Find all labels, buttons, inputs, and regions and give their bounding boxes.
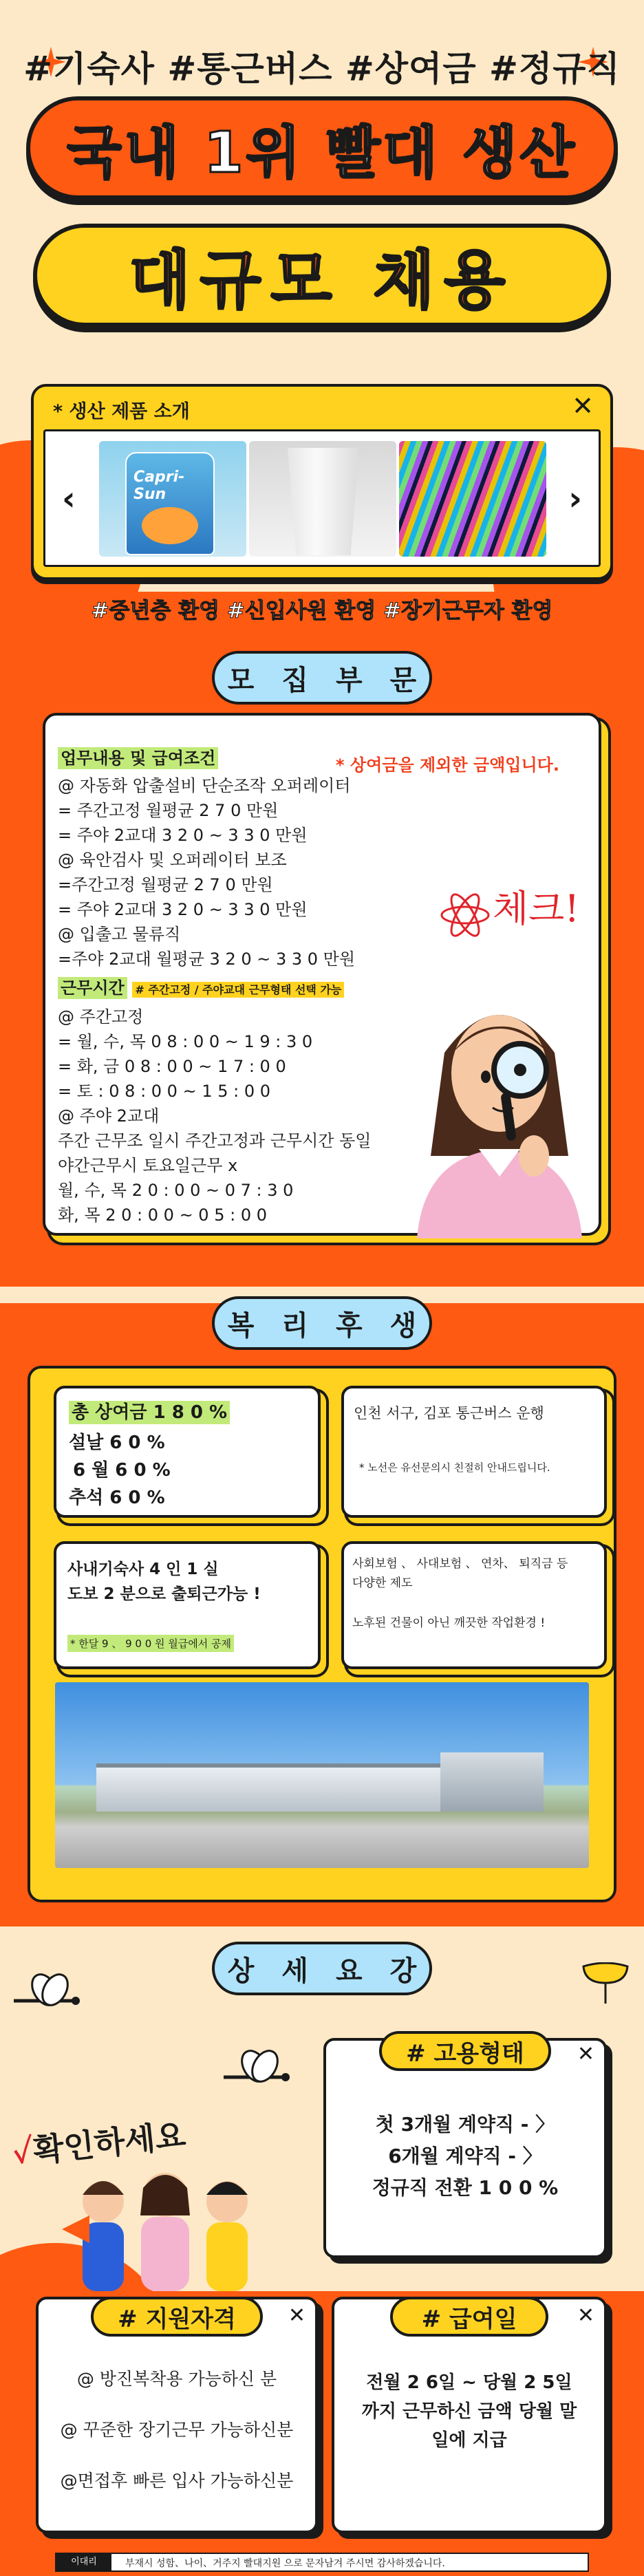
- employment-line: 첫 3개월 계약직 - 〉: [375, 2113, 555, 2136]
- environment-text: 노후된 건물이 아닌 깨끗한 작업환경 !: [352, 1616, 546, 1630]
- time-line: @ 주간고정: [58, 1007, 144, 1027]
- juice-pouch-image: [125, 452, 215, 555]
- product-photo-juice-pouch: [99, 441, 246, 557]
- time-line: 화, 목 2 0 : 0 0 ~ 0 5 : 0 0: [58, 1205, 267, 1225]
- factory-photo: [55, 1682, 589, 1868]
- job-line: =주간고정 월평균 2 7 0 만원: [58, 875, 273, 894]
- ginkgo-leaf-icon: [578, 1962, 633, 2010]
- bonus-line: 설날 6 0 %: [69, 1432, 165, 1453]
- bonus-card: [54, 1386, 321, 1518]
- time-header: 근무시간: [58, 977, 127, 999]
- job-line: @ 육안검사 및 오퍼레이터 보조: [58, 850, 287, 870]
- chevron-left-icon[interactable]: ‹: [62, 480, 76, 518]
- bus-card: [341, 1386, 607, 1518]
- headline-banner: [26, 96, 618, 200]
- employment-line: 정규직 전환 1 0 0 %: [372, 2176, 559, 2199]
- hero-section: [0, 0, 644, 640]
- time-line: = 월, 수, 목 0 8 : 0 0 ~ 1 9 : 3 0: [58, 1032, 313, 1051]
- close-icon[interactable]: ✕: [577, 2042, 594, 2066]
- bonus-line: 추석 6 0 %: [69, 1488, 165, 1508]
- dorm-title: 사내기숙사 4 인 1 실: [67, 1560, 219, 1578]
- dorm-card: [54, 1541, 321, 1669]
- contact-footer: [55, 2553, 589, 2572]
- insurance-card: [341, 1541, 607, 1669]
- qualification-title: # 지원자격: [91, 2297, 263, 2337]
- qualification-line: @면접후 빠른 입사 가능하신분: [60, 2471, 294, 2491]
- gallery-body: [43, 429, 601, 567]
- product-gallery: [31, 384, 613, 580]
- handwritten-confirm-text: ✓확인하세요: [11, 2116, 188, 2171]
- employment-title: # 고용형태: [379, 2031, 551, 2071]
- gallery-title: * 생산 제품 소개: [53, 401, 190, 422]
- employment-line: 6개월 계약직 - 〉: [388, 2145, 542, 2167]
- close-icon[interactable]: ✕: [288, 2304, 305, 2328]
- payday-line: 까지 근무하신 금액 당월 말: [361, 2401, 577, 2422]
- job-line: @ 입출고 물류직: [58, 925, 181, 944]
- job-line: @ 자동화 압출설비 단순조작 오퍼레이터: [58, 776, 351, 795]
- bonus-title: 총 상여금 1 8 0 %: [69, 1401, 230, 1424]
- atom-doodle-icon: [438, 888, 493, 943]
- people-illustration: [62, 2167, 268, 2291]
- insurance-sub: 다양한 제도: [352, 1576, 413, 1590]
- payday-title: # 급여일: [390, 2297, 548, 2337]
- time-line: 월, 수, 목 2 0 : 0 0 ~ 0 7 : 3 0: [58, 1181, 294, 1200]
- insurance-title: 사회보험 、 사대보험 、 연차、 퇴직금 등: [352, 1557, 568, 1571]
- subheadline-text: 대규모 채용: [129, 244, 515, 317]
- product-photo-cup: [249, 441, 396, 557]
- time-line: 야간근무시 토요일근무 x: [58, 1156, 238, 1175]
- employment-card: [323, 2038, 607, 2258]
- hashtag-line: #기숙사 #통근버스 #상여금 #정규직: [23, 49, 621, 89]
- product-brand-logo: Capri-Sun: [133, 469, 185, 503]
- time-line: 주간 근무조 일시 주간고정과 근무시간 동일: [58, 1131, 372, 1150]
- dragonfly-icon: [213, 2047, 296, 2102]
- welcome-hashtags: #중년층 환영 #신입사원 환영 #장기근무자 환영: [91, 599, 553, 623]
- job-line: = 주야 2교대 3 2 0 ~ 3 3 0 만원: [58, 826, 308, 845]
- bus-note: * 노선은 유선문의시 친절히 안내드립니다.: [359, 1461, 550, 1474]
- plastic-cup-image: [288, 448, 359, 555]
- product-photo-straws: [399, 441, 546, 557]
- headline-text: 국내 1위 빨대 생산: [67, 120, 577, 186]
- payday-line: 전월 2 6일 ~ 당월 2 5일: [366, 2372, 572, 2393]
- time-line: = 토 : 0 8 : 0 0 ~ 1 5 : 0 0: [58, 1082, 270, 1101]
- recruit-card: [43, 713, 601, 1236]
- dragonfly-icon: [7, 1971, 83, 2026]
- contact-note: 부재시 성함、나이、거주지 빨대지원 으로 문자남겨 주시면 감사하겠습니다.: [125, 2558, 445, 2569]
- qualification-card: [36, 2297, 318, 2533]
- job-line: = 주야 2교대 3 2 0 ~ 3 3 0 만원: [58, 900, 308, 919]
- section-title-welfare: 복리후생: [212, 1296, 432, 1350]
- time-line: @ 주야 2교대: [58, 1106, 160, 1126]
- chevron-right-icon[interactable]: ›: [568, 480, 582, 518]
- check-doodle-text: 체크!: [493, 887, 580, 930]
- job-line: =주야 2교대 월평균 3 2 0 ~ 3 3 0 만원: [58, 949, 356, 969]
- close-icon[interactable]: ✕: [577, 2304, 594, 2328]
- contact-name: 이대리: [56, 2554, 111, 2570]
- qualification-line: @ 꾸준한 장기근무 가능하신분: [60, 2420, 294, 2440]
- woman-magnifier-illustration: [403, 949, 596, 1238]
- bonus-line: 6 월 6 0 %: [73, 1460, 171, 1481]
- qualification-line: @ 방진복착용 가능하신 분: [76, 2369, 277, 2389]
- time-option-note: # 주간고정 / 주야교대 근무형태 선택 가능: [132, 982, 344, 998]
- section-title-details: 상세요강: [212, 1942, 432, 1995]
- job-line: = 주간고정 월평균 2 7 0 만원: [58, 801, 279, 820]
- payday-line: 일에 지급: [431, 2430, 507, 2451]
- job-header: 업무내용 및 급여조건: [58, 747, 218, 769]
- dorm-note: * 한달 9 、 9 0 0 원 월급에서 공제: [67, 1635, 234, 1652]
- payday-card: [332, 2297, 607, 2533]
- bus-title: 인천 서구, 김포 통근버스 운행: [354, 1405, 544, 1421]
- time-line: = 화, 금 0 8 : 0 0 ~ 1 7 : 0 0: [58, 1057, 286, 1076]
- bonus-excluded-note: * 상여금을 제외한 금액입니다.: [336, 755, 559, 775]
- subheadline-banner: [33, 224, 611, 327]
- check-mark-icon: ✓: [11, 2132, 36, 2171]
- dorm-sub: 도보 2 분으로 출퇴근가능 !: [67, 1585, 261, 1603]
- straws-image: [399, 441, 546, 557]
- close-icon[interactable]: ✕: [572, 391, 594, 421]
- section-title-recruit: 모집부문: [212, 651, 432, 705]
